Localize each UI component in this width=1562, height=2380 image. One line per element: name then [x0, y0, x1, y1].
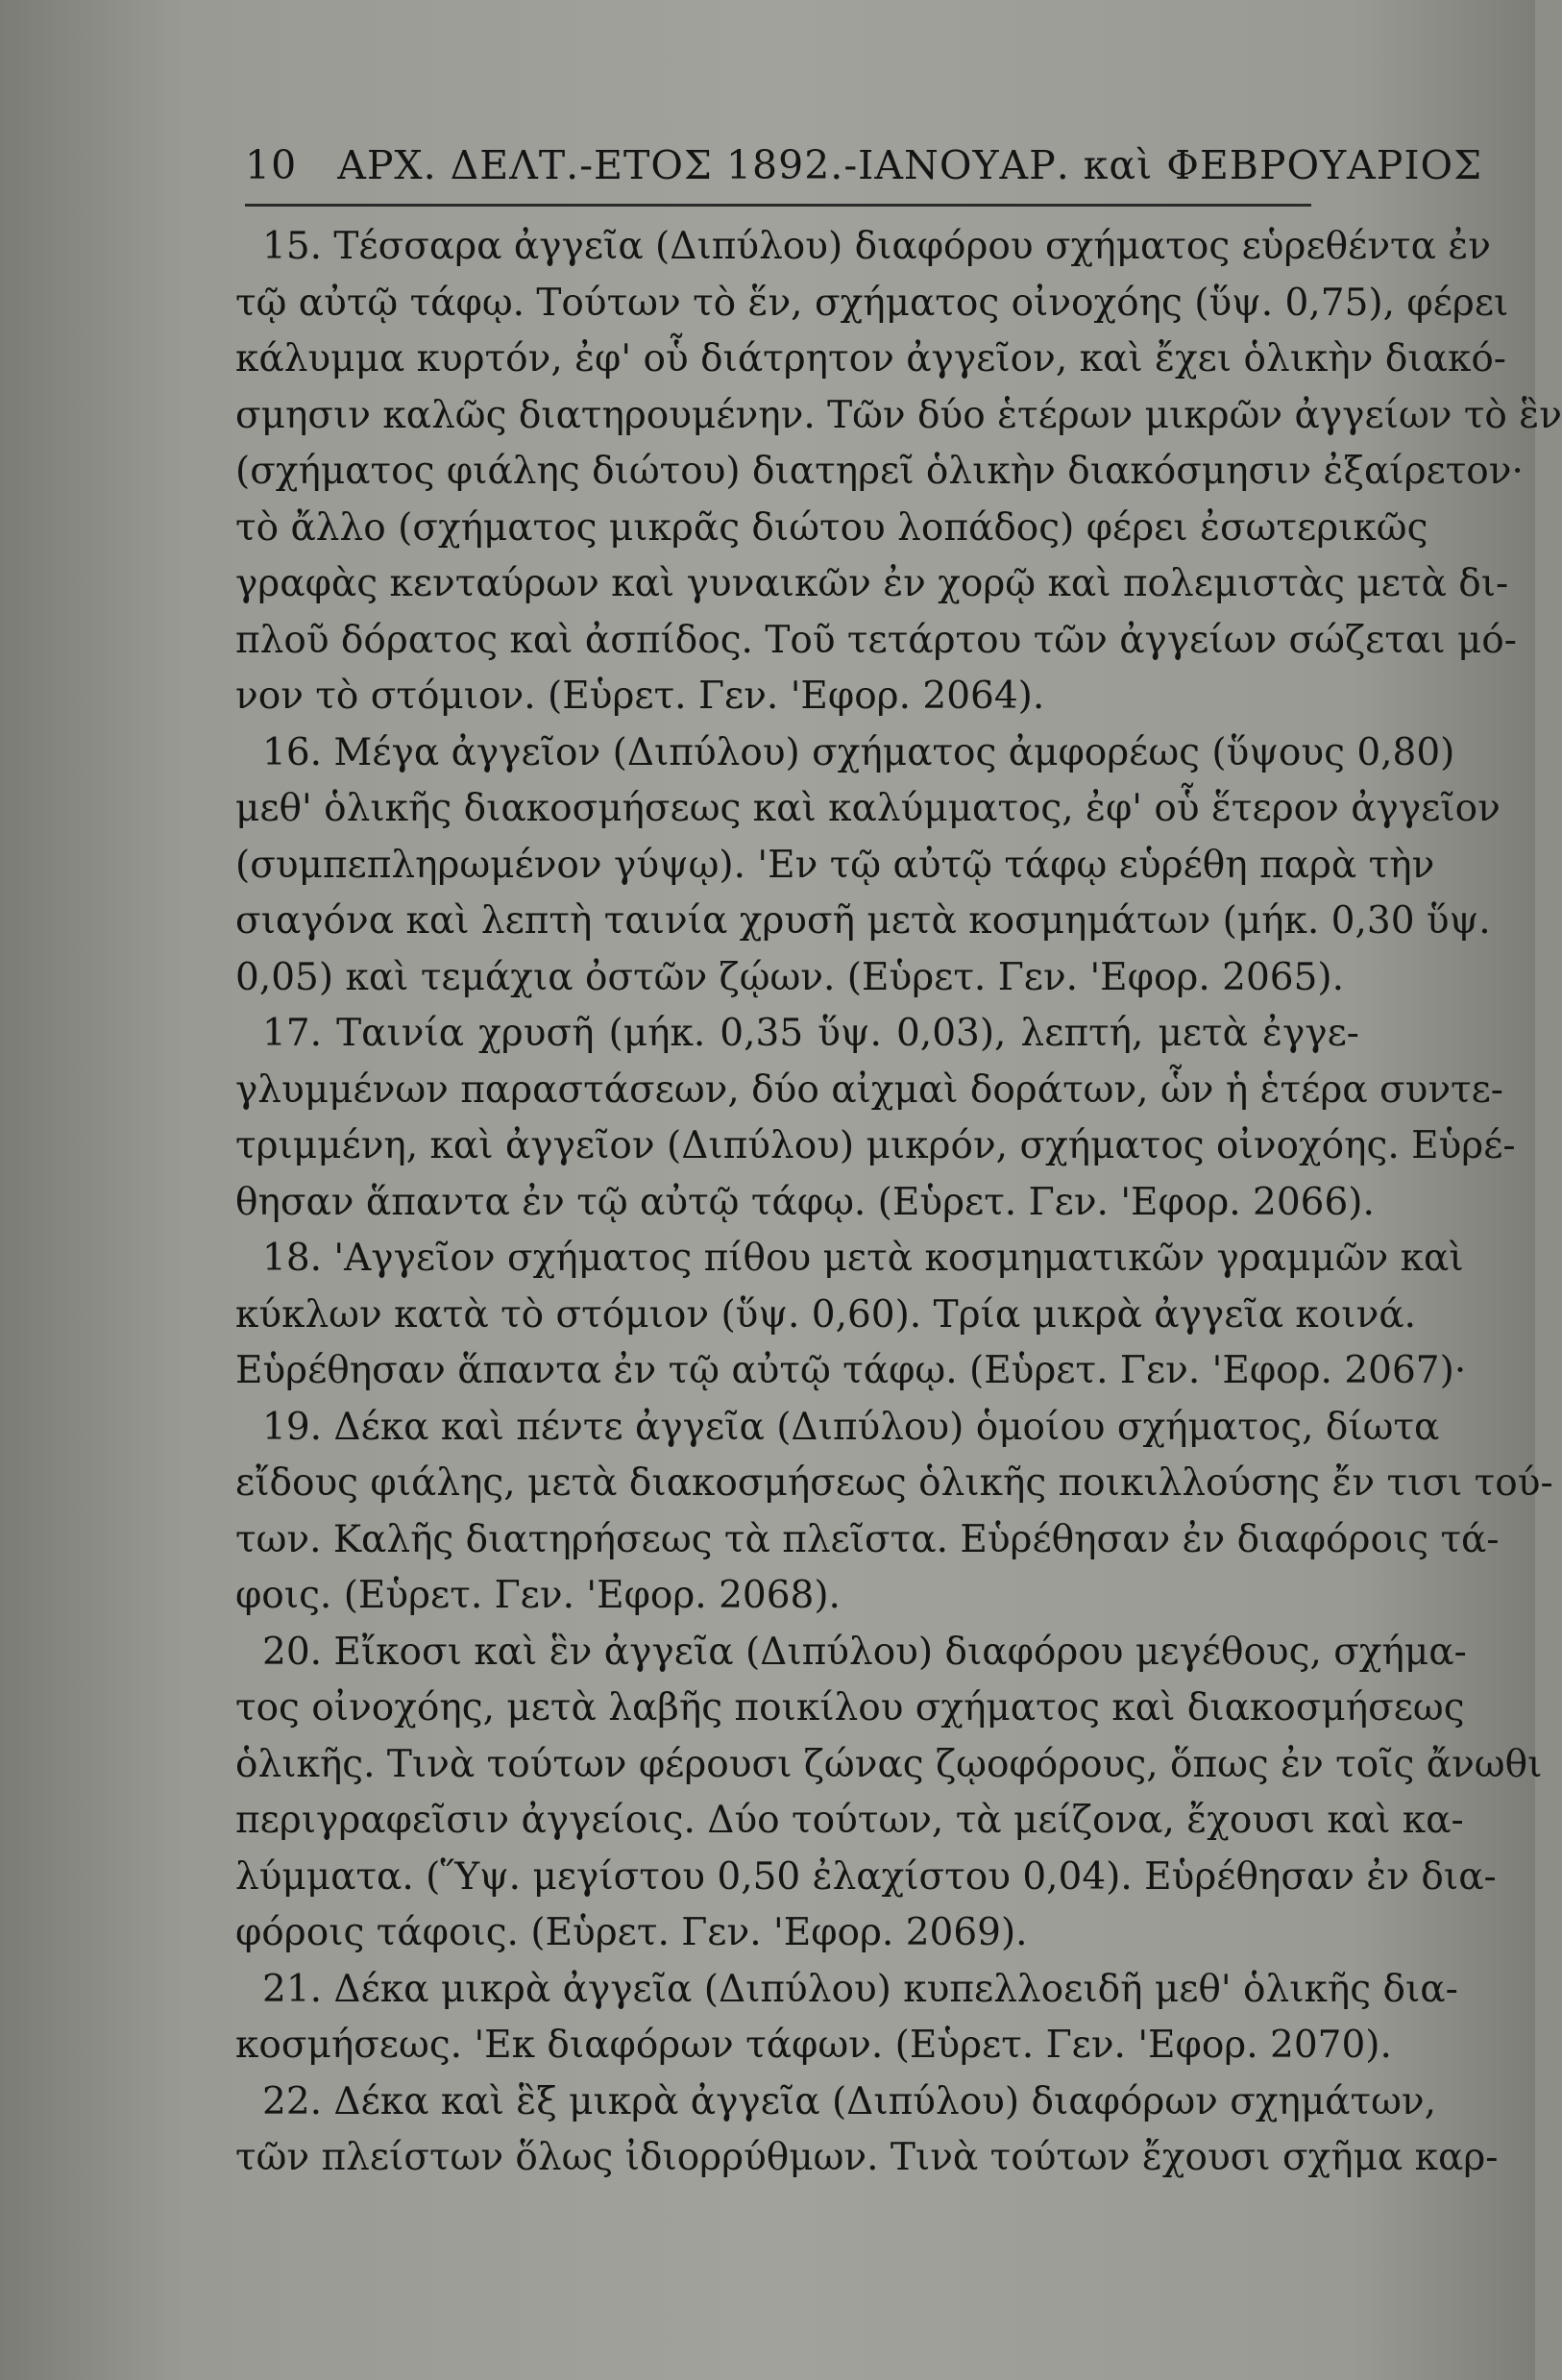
text-line: 22. Δέκα καὶ ἓξ μικρὰ ἀγγεῖα (Διπύλου) διαφόρων σχημάτων,: [262, 2079, 1437, 2123]
body-text: [235, 219, 1562, 2187]
text-line: των. Καλῆς διατηρήσεως τὰ πλεῖστα. Εὑρέθησαν ἐν διαφόροις τά-: [235, 1517, 1500, 1561]
text-line: ὁλικῆς. Τινὰ τούτων φέρουσι ζώνας ζῳοφόρους, ὅπως ἐν τοῖς ἄνωθι: [235, 1742, 1543, 1786]
text-line: τος οἰνοχόης, μετὰ λαβῆς ποικίλου σχήματος καὶ διακοσμήσεως: [235, 1686, 1465, 1730]
text-line: (συμπεπληρωμένον γύψῳ). 'Εν τῷ αὐτῷ τάφῳ εὑρέθη παρὰ τὴν: [235, 843, 1435, 887]
text-line: 15. Τέσσαρα ἀγγεῖα (Διπύλου) διαφόρου σχήματος εὑρεθέντα ἐν: [262, 225, 1491, 268]
text-line: Εὑρέθησαν ἅπαντα ἐν τῷ αὐτῷ τάφῳ. (Εὑρετ. Γεν. 'Εφορ. 2067)·: [235, 1349, 1467, 1392]
text-line: περιγραφεῖσιν ἀγγείοις. Δύο τούτων, τὰ μείζονα, ἔχουσι καὶ κα-: [235, 1799, 1464, 1842]
text-line: σιαγόνα καὶ λεπτὴ ταινία χρυσῆ μετὰ κοσμημάτων (μήκ. 0,30 ὕψ.: [235, 899, 1491, 943]
text-line: νον τὸ στόμιον. (Εὑρετ. Γεν. 'Εφορ. 2064).: [235, 675, 1045, 718]
text-line: κάλυμμα κυρτόν, ἐφ' οὗ διάτρητον ἀγγεῖον, καὶ ἔχει ὁλικὴν διακό-: [235, 337, 1506, 380]
text-line: γραφὰς κενταύρων καὶ γυναικῶν ἐν χορῷ καὶ πολεμιστὰς μετὰ δι-: [235, 562, 1509, 605]
text-line: κοσμήσεως. 'Εκ διαφόρων τάφων. (Εὑρετ. Γεν. 'Εφορ. 2070).: [235, 2024, 1392, 2067]
text-line: μεθ' ὁλικῆς διακοσμήσεως καὶ καλύμματος, ἐφ' οὗ ἕτερον ἀγγεῖον: [235, 787, 1501, 830]
text-line: φόροις τάφοις. (Εὑρετ. Γεν. 'Εφορ. 2069).: [235, 1911, 1028, 1954]
text-line: 20. Εἴκοσι καὶ ἓν ἀγγεῖα (Διπύλου) διαφόρου μεγέθους, σχήμα-: [262, 1630, 1467, 1674]
text-line: 19. Δέκα καὶ πέντε ἀγγεῖα (Διπύλου) ὁμοίου σχήματος, δίωτα: [262, 1405, 1440, 1449]
text-line: πλοῦ δόρατος καὶ ἀσπίδος. Τοῦ τετάρτου τῶν ἀγγείων σώζεται μό-: [235, 618, 1517, 662]
text-line: 21. Δέκα μικρὰ ἀγγεῖα (Διπύλου) κυπελλοειδῆ μεθ' ὁλικῆς δια-: [262, 1967, 1458, 2011]
text-line: τὸ ἄλλο (σχήματος μικρᾶς διώτου λοπάδος) φέρει ἐσωτερικῶς: [235, 505, 1428, 550]
running-header: [245, 142, 1483, 200]
page-number: 10: [245, 142, 298, 188]
text-line: εἴδους φιάλης, μετὰ διακοσμήσεως ὁλικῆς ποικιλλούσης ἔν τισι τού-: [235, 1461, 1553, 1505]
text-line: κύκλων κατὰ τὸ στόμιον (ὕψ. 0,60). Τρία μικρὰ ἀγγεῖα κοινά.: [235, 1292, 1417, 1337]
text-line: (σχήματος φιάλης διώτου) διατηρεῖ ὁλικὴν διακόσμησιν ἐξαίρετον·: [235, 450, 1524, 493]
text-line: 16. Μέγα ἀγγεῖον (Διπύλου) σχήματος ἀμφορέως (ὕψους 0,80): [262, 730, 1455, 774]
text-line: τῷ αὐτῷ τάφῳ. Τούτων τὸ ἕν, σχήματος οἰνοχόης (ὕψ. 0,75), φέρει: [235, 281, 1509, 325]
text-line: 18. 'Αγγεῖον σχήματος πίθου μετὰ κοσμηματικῶν γραμμῶν καὶ: [262, 1237, 1464, 1280]
text-line: φοις. (Εὑρετ. Γεν. 'Εφορ. 2068).: [235, 1574, 841, 1617]
text-line: 0,05) καὶ τεμάχια ὀστῶν ζῴων. (Εὑρετ. Γεν. 'Εφορ. 2065).: [235, 955, 1345, 999]
text-line: γλυμμένων παραστάσεων, δύο αἰχμαὶ δοράτων, ὧν ἡ ἑτέρα συντε-: [235, 1067, 1503, 1112]
text-line: τριμμένη, καὶ ἀγγεῖον (Διπύλου) μικρόν, σχήματος οἰνοχόης. Εὑρέ-: [235, 1124, 1516, 1167]
text-line: λύμματα. (Ὕψ. μεγίστου 0,50 ἐλαχίστου 0,04). Εὑρέθησαν ἐν δια-: [235, 1854, 1497, 1899]
header-rule: [245, 204, 1311, 207]
text-line: θησαν ἅπαντα ἐν τῷ αὐτῷ τάφῳ. (Εὑρετ. Γεν. 'Εφορ. 2066).: [235, 1180, 1375, 1224]
text-line: τῶν πλείστων ὅλως ἰδιορρύθμων. Τινὰ τούτων ἔχουσι σχῆμα καρ-: [235, 2136, 1499, 2179]
text-line: 17. Ταινία χρυσῆ (μήκ. 0,35 ὕψ. 0,03), λεπτή, μετὰ ἐγγε-: [262, 1012, 1359, 1055]
text-line: σμησιν καλῶς διατηρουμένην. Τῶν δύο ἑτέρων μικρῶν ἀγγείων τὸ ἓν: [235, 393, 1562, 437]
running-title: ΑΡΧ. ΔΕΛΤ.-ΕΤΟΣ 1892.-ΙΑΝΟΥΑΡ. καὶ ΦΕΒΡΟΥΑΡΙΟΣ: [337, 142, 1483, 188]
